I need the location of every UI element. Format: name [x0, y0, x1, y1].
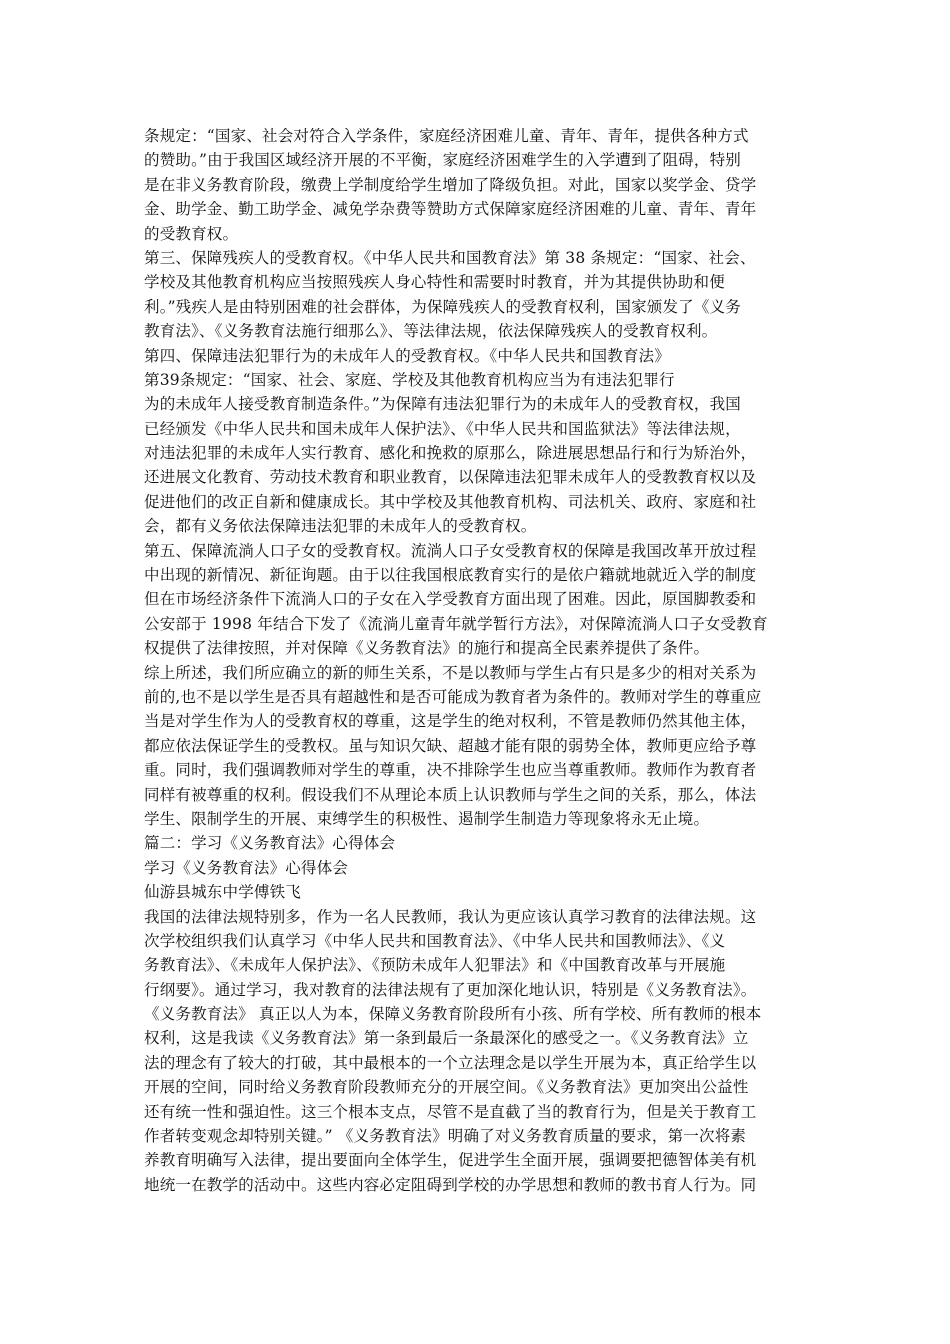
- text-line: 权利，这是我读《义务教育法》第一条到最后一条最深化的感受之一。《义务教育法》立: [144, 1029, 749, 1048]
- text-line: 学校及其他教育机构应当按照残疾人身心特性和需要时时教育，并为其提供协助和便: [144, 273, 725, 292]
- text-line: 仙游县城东中学傅铁飞: [144, 883, 302, 902]
- text-line: 篇二：学习《义务教育法》心得体会: [144, 834, 396, 853]
- text-line: 是在非义务教育阶段，缴费上学制度给学生增加了降级负担。对此，国家以奖学金、贷学: [144, 175, 757, 194]
- text-line: 教育法》、《义务教育法施行细那么》、等法律法规，依法保障残疾人的受教育权利。: [144, 322, 718, 341]
- text-line: 法的理念有了较大的打破，其中最根本的一个立法理念是以学生开展为本，真正给学生以: [144, 1053, 757, 1072]
- text-line: 权提供了法律按照，并对保障《义务教育法》的施行和提高全民素养提供了条件。: [144, 639, 710, 658]
- text-line: 《义务教育法》 真正以人为本，保障义务教育阶段所有小孩、所有学校、所有教师的根本: [144, 1005, 762, 1024]
- text-line: 养教育明确写入法律，提出要面向全体学生，促进学生全面开展，强调要把德智体美有机: [144, 1151, 757, 1170]
- text-line: 第三、保障残疾人的受教育权。《中华人民共和国教育法》第 38 条规定：“国家、社会、: [144, 248, 756, 267]
- text-line: 当是对学生作为人的受教育权的尊重，这是学生的绝对权利，不管是教师仍然其他主体，: [144, 712, 757, 731]
- text-line: 条规定：“国家、社会对符合入学条件，家庭经济困难儿童、青年、青年，提供各种方式: [144, 127, 749, 145]
- text-line: 第39条规定：“国家、社会、家庭、学校及其他教育机构应当为有违法犯罪行: [144, 370, 675, 389]
- text-line: 对违法犯罪的未成年人实行教育、感化和挽救的原那么，除进展思想品行和行为矫治外，: [144, 444, 757, 463]
- text-line: 前的,也不是以学生是否具有超越性和是否可能成为教育者为条件的。教师对学生的尊重应: [144, 687, 762, 706]
- text-line: 金、助学金、勤工助学金、减免学杂费等赞助方式保障家庭经济困难的儿童、青年、青年: [144, 200, 757, 219]
- document-body: [144, 124, 824, 1197]
- text-line: 还进展文化教育、劳动技术教育和职业教育，以保障违法犯罪未成年人的受教教育权以及: [144, 468, 757, 487]
- text-line: 会，都有义务依法保障违法犯罪的未成年人的受教育权。: [144, 517, 537, 536]
- text-line: 第五、保障流淌人口子女的受教育权。流淌人口子女受教育权的保障是我国改革开放过程: [144, 541, 757, 560]
- text-line: 务教育法》、《未成年人保护法》、《预防未成年人犯罪法》和《中国教育改革与开展施: [144, 956, 726, 975]
- text-line: 重。同时，我们强调教师对学生的尊重，决不排除学生也应当尊重教师。教师作为教育者: [144, 761, 757, 780]
- text-line: 还有统一性和强迫性。这三个根本支点，尽管不是直截了当的教育行为，但是关于教育工: [144, 1102, 757, 1121]
- text-line: 但在市场经济条件下流淌人口的子女在入学受教育方面出现了困难。因此，原国脚教委和: [144, 590, 757, 609]
- text-line: 综上所述，我们所应确立的新的师生关系，不是以教师与学生占有只是多少的相对关系为: [144, 663, 757, 682]
- text-line: 学习《义务教育法》心得体会: [144, 858, 349, 877]
- text-line: 第四、保障违法犯罪行为的未成年人的受教育权。《中华人民共和国教育法》: [144, 346, 671, 365]
- text-line: 行纲要》。通过学习，我对教育的法律法规有了更加深化地认识，特别是《义务教育法》。: [144, 980, 757, 999]
- text-line: 中出现的新情况、新征询题。由于以往我国根底教育实行的是依户籍就地就近入学的制度: [144, 566, 757, 585]
- text-line: 的受教育权。: [144, 224, 239, 243]
- text-line: 学生、限制学生的开展、束缚学生的积极性、遏制学生制造力等现象将永无止境。: [144, 809, 710, 828]
- text-line: 的赞助。”由于我国区域经济开展的不平衡，家庭经济困难学生的入学遭到了阻碍，特别: [144, 151, 741, 170]
- text-line: 开展的空间，同时给义务教育阶段教师充分的开展空间。《义务教育法》更加突出公益性: [144, 1078, 749, 1097]
- text-line: 促进他们的改正自新和健康成长。其中学校及其他教育机构、司法机关、政府、家庭和社: [144, 492, 757, 511]
- text-line: 为的未成年人接受教育制造条件。”为保障有违法犯罪行为的未成年人的受教育权，我国: [144, 395, 741, 414]
- text-line: 地统一在教学的活动中。这些内容必定阻碍到学校的办学思想和教师的教书育人行为。同: [144, 1175, 757, 1194]
- text-line: 已经颁发《中华人民共和国未成年人保护法》、《中华人民共和国监狱法》等法律法规，: [144, 419, 741, 438]
- text-line: 我国的法律法规特别多，作为一名人民教师，我认为更应该认真学习教育的法律法规。这: [144, 907, 757, 926]
- text-line: 次学校组织我们认真学习《中华人民共和国教育法》、《中华人民共和国教师法》、《义: [144, 931, 726, 950]
- text-line: 公安部于 1998 年结合下发了《流淌儿童青年就学暂行方法》，对保障流淌人口子女受教育: [144, 614, 768, 633]
- text-line: 利。”残疾人是由特别困难的社会群体，为保障残疾人的受教育权利，国家颁发了《义务: [144, 297, 741, 316]
- text-line: 都应依法保证学生的受教权。虽与知识欠缺、超越才能有限的弱势全体，教师更应给予尊: [144, 736, 757, 755]
- text-line: 同样有被尊重的权利。假设我们不从理论本质上认识教师与学生之间的关系，那么，体法: [144, 785, 757, 804]
- text-line: 作者转变观念却特别关键。” 《义务教育法》明确了对义务教育质量的要求，第一次将素: [144, 1127, 747, 1146]
